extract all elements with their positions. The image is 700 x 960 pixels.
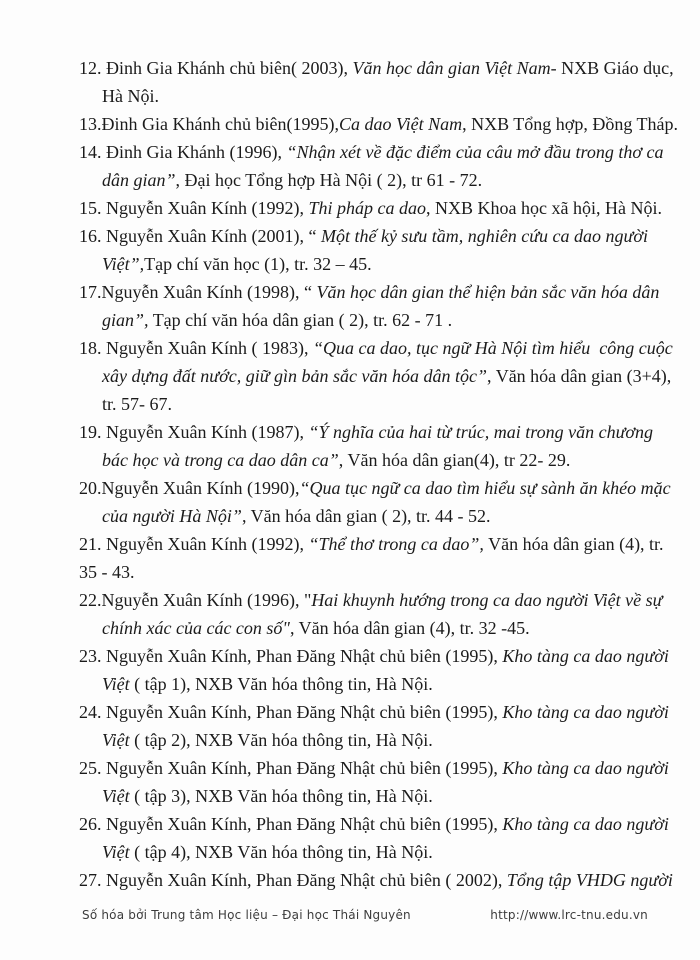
reference-item <box>79 54 700 110</box>
reference-line <box>79 306 700 334</box>
reference-title-segment: Kho tàng ca dao người <box>502 702 669 722</box>
reference-line <box>79 698 700 726</box>
reference-text-segment: 26. Nguyễn Xuân Kính, Phan Đăng Nhật chủ biên (1995), <box>79 814 503 834</box>
reference-text-segment: Tạp chí văn hóa dân gian ( 2), tr. 62 - 71 . <box>148 310 453 330</box>
reference-line <box>79 166 700 194</box>
reference-text-segment: 20.Nguyễn Xuân Kính (1990), <box>79 478 300 498</box>
reference-line <box>79 502 700 530</box>
reference-text-segment: Hà Nội. <box>102 86 159 106</box>
reference-line <box>79 54 700 82</box>
reference-line <box>79 754 700 782</box>
reference-title-segment: Việt <box>102 674 130 694</box>
reference-title-segment: gian”, <box>102 310 149 330</box>
reference-title-segment: “Thể thơ trong ca dao”, <box>308 534 484 554</box>
reference-line <box>79 642 700 670</box>
reference-line <box>79 110 700 138</box>
reference-item <box>79 530 700 586</box>
reference-line <box>79 446 700 474</box>
reference-text-segment: 14. Đinh Gia Khánh (1996), <box>79 142 287 162</box>
reference-line <box>79 222 700 250</box>
reference-title-segment: Thi pháp ca dao <box>308 198 426 218</box>
reference-text-segment: Tạp chí văn học (1), tr. 32 – 45. <box>144 254 372 274</box>
reference-item <box>79 138 700 194</box>
reference-title-segment: của người Hà Nội” <box>102 506 242 526</box>
reference-text-segment: 13.Đinh Gia Khánh chủ biên(1995), <box>79 114 339 134</box>
reference-line <box>79 614 700 642</box>
reference-title-segment: Kho tàng ca dao người <box>502 646 669 666</box>
reference-text-segment: 19. Nguyễn Xuân Kính (1987), <box>79 422 309 442</box>
reference-text-segment: ( tập 3), NXB Văn hóa thông tin, Hà Nội. <box>129 786 433 806</box>
reference-line <box>79 362 700 390</box>
reference-line <box>79 250 700 278</box>
footer-url: http://www.lrc-tnu.edu.vn <box>490 908 648 922</box>
reference-text-segment: 17.Nguyễn Xuân Kính (1998), “ <box>79 282 317 302</box>
reference-line <box>79 530 700 558</box>
reference-line <box>79 670 700 698</box>
reference-title-segment: Kho tàng ca dao người <box>502 814 669 834</box>
reference-title-segment: Kho tàng ca dao người <box>502 758 669 778</box>
reference-item <box>79 810 700 866</box>
reference-line <box>79 334 700 362</box>
reference-title-segment: Văn học dân gian Việt Nam <box>352 58 551 78</box>
reference-text-segment: , NXB Tổng hợp, Đồng Tháp. <box>462 114 678 134</box>
reference-title-segment: Ca dao Việt Nam <box>338 114 463 134</box>
reference-line <box>79 838 700 866</box>
reference-text-segment: 18. Nguyễn Xuân Kính ( 1983), <box>79 338 313 358</box>
reference-text-segment: 23. Nguyễn Xuân Kính, Phan Đăng Nhật chủ biên (1995), <box>79 646 503 666</box>
reference-line <box>79 810 700 838</box>
reference-line <box>79 418 700 446</box>
reference-text-segment: - NXB Giáo dục, <box>550 58 674 78</box>
reference-item <box>79 586 700 642</box>
reference-title-segment: Văn học dân gian thể hiện bản sắc văn hóa dân <box>316 282 660 302</box>
reference-text-segment: 15. Nguyễn Xuân Kính (1992), <box>79 198 309 218</box>
reference-title-segment: Việt”, <box>102 254 145 274</box>
reference-title-segment: dân gian” <box>102 170 176 190</box>
reference-item <box>79 866 700 894</box>
reference-title-segment: chính xác của các con số" <box>102 618 290 638</box>
reference-title-segment: Tổng tập VHDG người <box>506 870 673 890</box>
reference-text-segment: , Văn hóa dân gian ( 2), tr. 44 - 52. <box>241 506 491 526</box>
reference-item <box>79 418 700 474</box>
reference-text-segment: 25. Nguyễn Xuân Kính, Phan Đăng Nhật chủ biên (1995), <box>79 758 503 778</box>
reference-title-segment: Việt <box>102 730 130 750</box>
reference-line <box>79 726 700 754</box>
reference-item <box>79 278 700 334</box>
reference-line <box>79 82 700 110</box>
reference-title-segment: bác học và trong ca dao dân ca” <box>102 450 339 470</box>
reference-title-segment: xây dựng đất nước, giữ gìn bản sắc văn hóa dân tộc” <box>102 366 488 386</box>
reference-title-segment: Việt <box>102 786 130 806</box>
footer-digitization-note: Số hóa bởi Trung tâm Học liệu – Đại học Thái Nguyên <box>82 908 411 922</box>
reference-line <box>79 586 700 614</box>
reference-text-segment: ( tập 4), NXB Văn hóa thông tin, Hà Nội. <box>129 842 433 862</box>
reference-text-segment: 16. Nguyễn Xuân Kính (2001), “ <box>79 226 321 246</box>
reference-title-segment: “Qua tục ngữ ca dao tìm hiểu sự sành ăn khéo mặc <box>299 478 671 498</box>
reference-text-segment: 12. Đinh Gia Khánh chủ biên( 2003), <box>79 58 353 78</box>
reference-title-segment: “Ý nghĩa của hai từ trúc, mai trong văn chương <box>308 422 654 442</box>
reference-text-segment: 21. Nguyễn Xuân Kính (1992), <box>79 534 309 554</box>
reference-title-segment: Hai khuynh hướng trong ca dao người Việt về sự <box>311 590 663 610</box>
reference-text-segment: , NXB Khoa học xã hội, Hà Nội. <box>425 198 662 218</box>
reference-title-segment: “Qua ca dao, tục ngữ Hà Nội tìm hiểu công cuộc <box>312 338 673 358</box>
reference-text-segment: 27. Nguyễn Xuân Kính, Phan Đăng Nhật chủ biên ( 2002), <box>79 870 507 890</box>
reference-text-segment: , Văn hóa dân gian (3+4), <box>487 366 672 386</box>
reference-text-segment: ( tập 1), NXB Văn hóa thông tin, Hà Nội. <box>129 674 433 694</box>
reference-title-segment: “Nhận xét về đặc điểm của câu mở đầu trong thơ ca <box>286 142 664 162</box>
reference-title-segment: Việt <box>102 842 130 862</box>
reference-item <box>79 642 700 698</box>
reference-line <box>79 194 700 222</box>
reference-item <box>79 754 700 810</box>
reference-item <box>79 110 700 138</box>
reference-title-segment: Một thế kỷ sưu tầm, nghiên cứu ca dao người <box>320 226 648 246</box>
reference-text-segment: 22.Nguyễn Xuân Kính (1996), " <box>79 590 312 610</box>
reference-text-segment: , Đại học Tổng hợp Hà Nội ( 2), tr 61 - 72. <box>175 170 483 190</box>
reference-item <box>79 222 700 278</box>
reference-text-segment: 35 - 43. <box>79 562 135 582</box>
reference-item <box>79 698 700 754</box>
reference-line <box>79 390 700 418</box>
reference-text-segment: , Văn hóa dân gian (4), tr. 32 -45. <box>290 618 530 638</box>
reference-text-segment: , Văn hóa dân gian(4), tr 22- 29. <box>338 450 571 470</box>
reference-line <box>79 138 700 166</box>
reference-line <box>79 866 700 894</box>
reference-list <box>79 54 700 894</box>
reference-line <box>79 474 700 502</box>
page-footer <box>82 908 648 922</box>
reference-text-segment: tr. 57- 67. <box>102 394 172 414</box>
reference-text-segment: Văn hóa dân gian (4), tr. <box>483 534 664 554</box>
reference-text-segment: 24. Nguyễn Xuân Kính, Phan Đăng Nhật chủ biên (1995), <box>79 702 503 722</box>
reference-item <box>79 334 700 418</box>
reference-item <box>79 474 700 530</box>
reference-item <box>79 194 700 222</box>
reference-text-segment: ( tập 2), NXB Văn hóa thông tin, Hà Nội. <box>129 730 433 750</box>
reference-line <box>79 782 700 810</box>
reference-line <box>79 278 700 306</box>
reference-line <box>79 558 700 586</box>
